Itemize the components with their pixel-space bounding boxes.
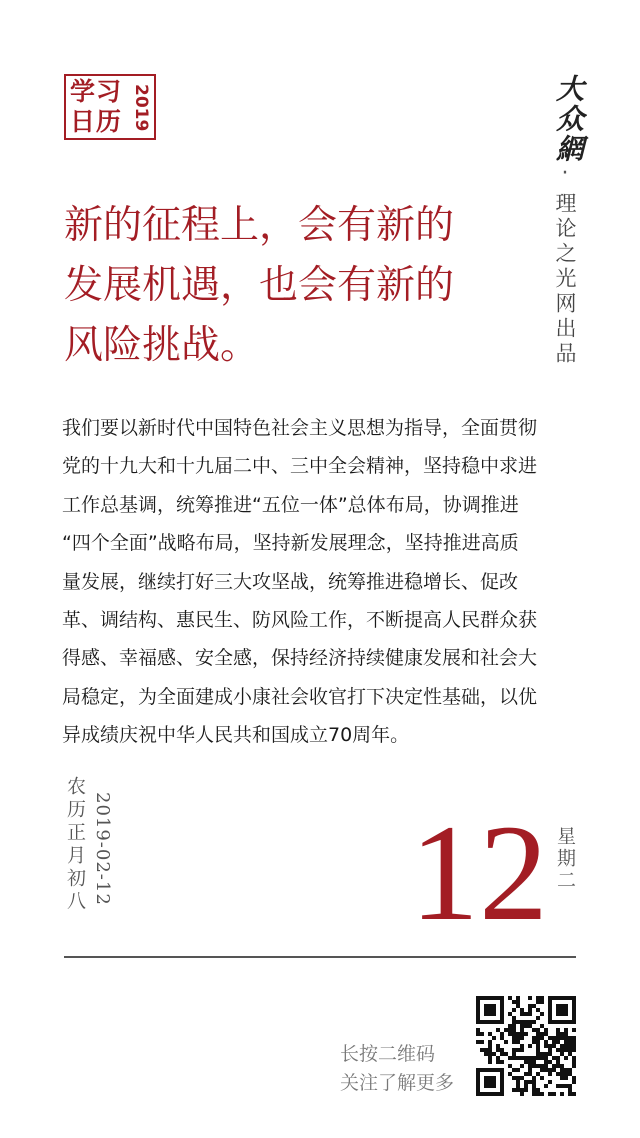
body-line: 我们要以新时代中国特色社会主义思想为指导，全面贯彻 (62, 417, 538, 439)
lunar-date: 农历正月初八 (64, 776, 86, 914)
body-line: “四个全面”战略布局，坚持新发展理念，坚持推进高质 (62, 532, 519, 555)
body-line: 党的十九大和十九届二中、三中全会精神，坚持稳中求进 (62, 455, 538, 478)
brand-subtitle: 理论之光网出品 (553, 192, 577, 367)
headline-line: 新的征程上，会有新的 (64, 203, 455, 248)
body-line: 量发展，继续打好三大攻坚战，统筹推进稳增长、促改 (62, 570, 519, 593)
logo-line-1: 学习 (70, 77, 123, 106)
study-calendar-logo (64, 74, 156, 140)
brand-column (548, 74, 585, 367)
headline-line: 发展机遇，也会有新的 (64, 263, 455, 308)
brand-name: 大众網 (552, 74, 585, 164)
qr-code-icon[interactable] (476, 996, 576, 1096)
logo-line-2: 日历 (70, 107, 123, 136)
brand-separator: · (561, 161, 569, 186)
body-line: 得感、幸福感、安全感，保持经济持续健康发展和社会大 (62, 647, 538, 670)
logo-year: 2019 (131, 84, 151, 132)
logo-text (70, 77, 132, 137)
gregorian-date: 2019-02-12 (92, 792, 113, 906)
body-line: 革、调结构、惠民生、防风险工作，不断提高人民群众获 (62, 609, 538, 632)
body-paragraph (62, 409, 578, 755)
cta-line-1: 长按二维码 (340, 1043, 436, 1065)
cta-line-2: 关注了解更多 (340, 1072, 455, 1094)
footer-divider (64, 956, 576, 958)
day-number: 12 (410, 796, 548, 949)
body-line: 局稳定，为全面建成小康社会收官打下决定性基础，以优 (62, 685, 538, 708)
weekday: 星期二 (554, 826, 576, 892)
body-line: 异成绩庆祝中华人民共和国成立70周年。 (62, 724, 410, 747)
body-line: 工作总基调，统筹推进“五位一体”总体布局，协调推进 (62, 493, 519, 516)
headline-line: 风险挑战。 (64, 323, 260, 368)
qr-call-to-action (340, 1040, 474, 1098)
headline-quote (64, 196, 504, 376)
